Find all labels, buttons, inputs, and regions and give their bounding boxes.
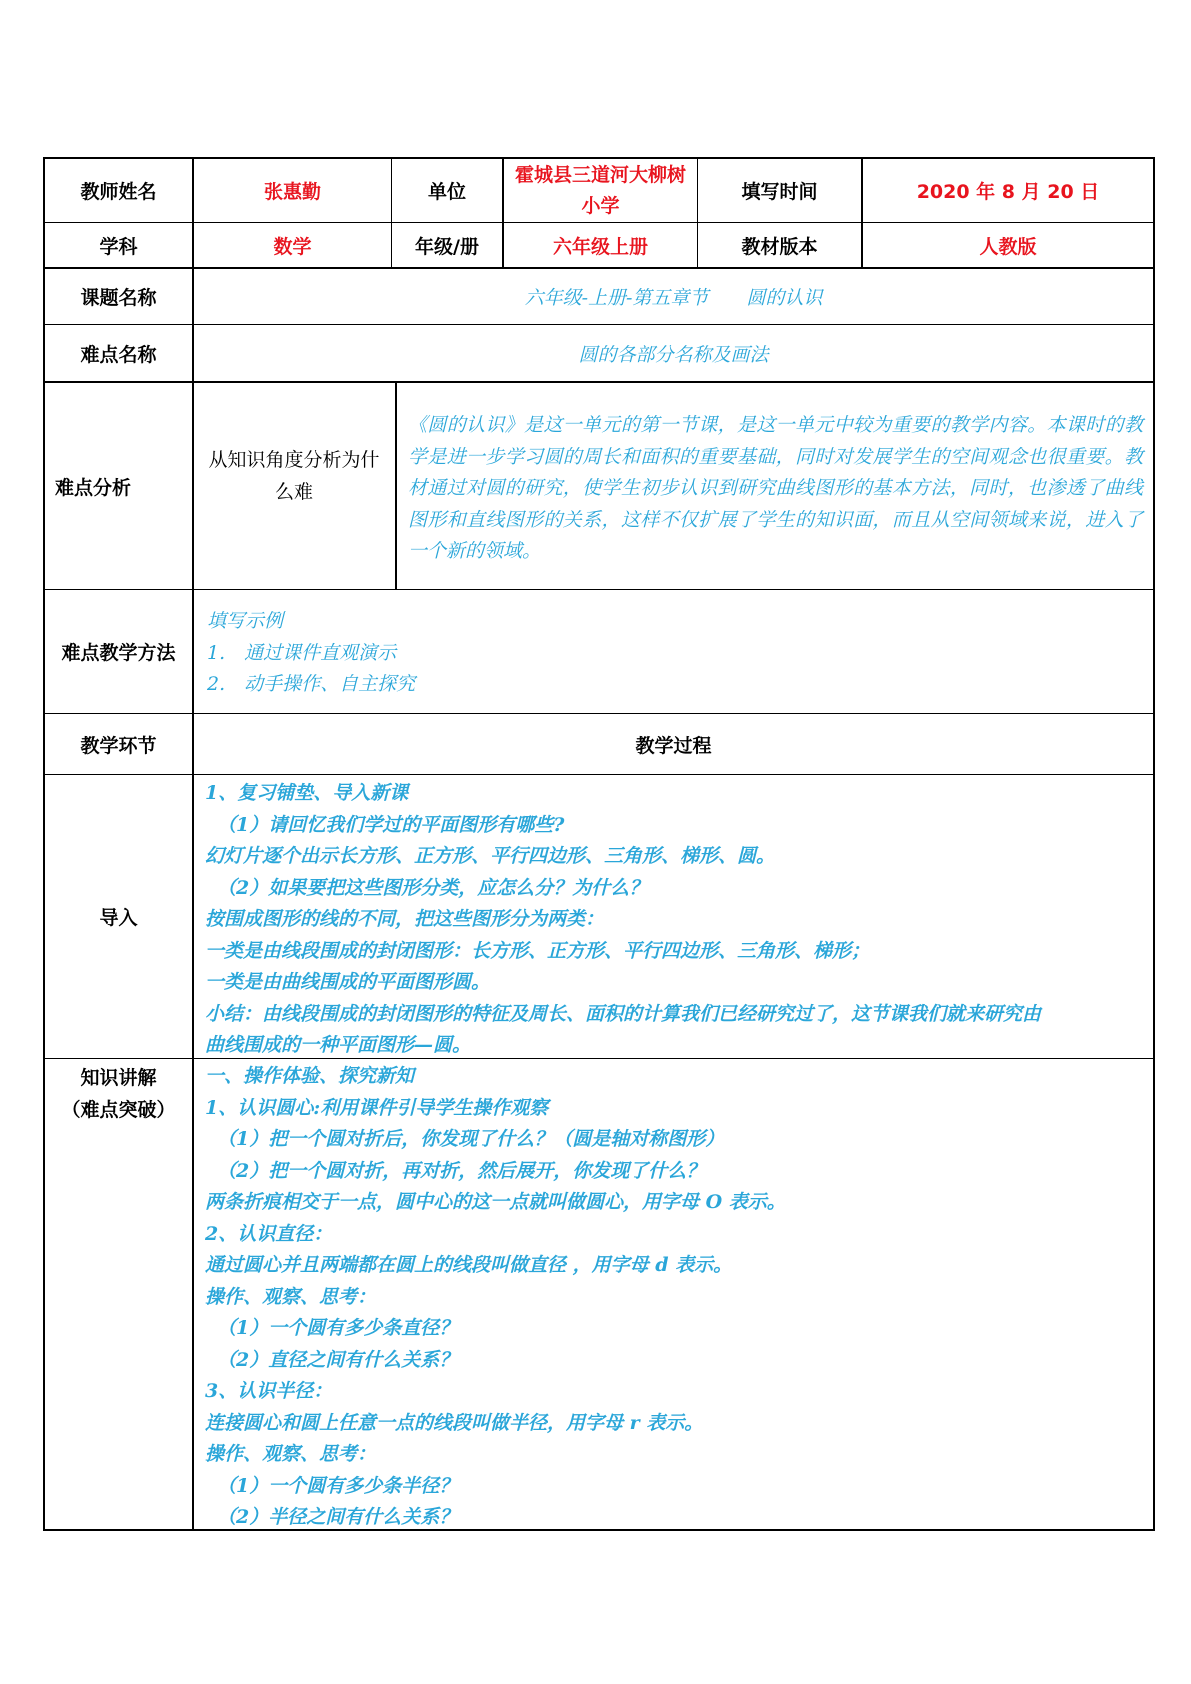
method-item: 2. 动手操作、自主探究 [207, 673, 416, 695]
knowledge-line: 3、认识半径： [205, 1380, 333, 1402]
knowledge-line: 操作、观察、思考： [205, 1285, 377, 1308]
knowledge-line: 2、认识直径： [205, 1222, 333, 1245]
difficulty-label: 难点名称 [80, 343, 157, 366]
method-item: 1. 通过课件直观演示 [207, 641, 397, 664]
grade-label: 年级/册 [415, 235, 479, 258]
intro-line: （1）请回忆我们学过的平面图形有哪些? [217, 813, 565, 836]
stage-header: 教学环节 [80, 734, 157, 757]
analysis-label: 难点分析 [55, 476, 132, 499]
difficulty-value: 圆的各部分名称及画法 [578, 343, 769, 366]
knowledge-line: （1）把一个圆对折后，你发现了什么？（圆是轴对称图形） [217, 1128, 725, 1150]
knowledge-line: 操作、观察、思考： [205, 1443, 377, 1465]
intro-line: 一类是由线段围成的封闭图形：长方形、正方形、平行四边形、三角形、梯形； [205, 939, 871, 962]
edition-value: 人教版 [979, 235, 1037, 258]
subject-label: 学科 [99, 235, 138, 258]
intro-line: 小结：由线段围成的封闭图形的特征及周长、面积的计算我们已经研究过了，这节课我们就来研究由 [205, 1002, 1042, 1025]
knowledge-line: （2）把一个圆对折，再对折，然后展开，你发现了什么？ [217, 1159, 706, 1182]
intro-line: 1、复习铺垫、导入新课 [205, 782, 409, 804]
edition-label: 教材版本 [741, 235, 818, 258]
method-block [207, 606, 415, 701]
teacher-label: 教师姓名 [80, 181, 157, 203]
topic-label: 课题名称 [80, 287, 157, 309]
knowledge-label-line: 知识讲解 [80, 1067, 157, 1089]
unit-label: 单位 [427, 181, 466, 203]
analysis-text: 《圆的认识》是这一单元的第一节课，是这一单元中较为重要的教学内容。本课时的教学是进一步学习圆的周长和面积的重要基础，同时对发展学生的空间观念也很重要。教材通过对圆的研究，使学生初步认识到研究曲线图形的基本方法，同时，也渗透了曲线图形和直线图形的关系，这样不仅扩展了学生的知识面，而且从空间领域来说，进入了一个新的领域。 [408, 414, 1143, 562]
teacher-name: 张惠勤 [263, 181, 321, 203]
intro-content [205, 778, 1171, 1062]
intro-line: 曲线围成的一种平面图形—圆。 [205, 1034, 472, 1056]
knowledge-line: 两条折痕相交于一点，圆中心的这一点就叫做圆心，用字母 O 表示。 [205, 1191, 786, 1213]
intro-line: 一类是由曲线围成的平面图形圆。 [205, 971, 491, 993]
method-heading: 填写示例 [207, 610, 284, 632]
date-label: 填写时间 [741, 181, 818, 203]
intro-line: 幻灯片逐个出示长方形、正方形、平行四边形、三角形、梯形、圆。 [205, 845, 776, 867]
knowledge-line: （1）一个圆有多少条半径？ [217, 1474, 459, 1497]
knowledge-content [205, 1061, 1171, 1534]
topic-value: 六年级-上册-第五章节 圆的认识 [524, 287, 823, 309]
unit-value: 霍城县三道河大柳树小学 [514, 163, 686, 217]
knowledge-line: 通过圆心并且两端都在圆上的线段叫做直径 ，用字母 d 表示。 [205, 1254, 733, 1276]
method-label: 难点教学方法 [61, 642, 176, 664]
intro-line: （2）如果要把这些图形分类，应怎么分？为什么？ [217, 876, 649, 899]
intro-line: 按围成图形的线的不同，把这些图形分为两类： [205, 908, 605, 930]
knowledge-line: （1）一个圆有多少条直径？ [217, 1317, 459, 1339]
knowledge-label [45, 1062, 192, 1126]
knowledge-line: 连接圆心和圆上任意一点的线段叫做半径，用字母 r 表示。 [205, 1411, 704, 1434]
subject-value: 数学 [273, 235, 312, 258]
knowledge-line: （2）直径之间有什么关系？ [217, 1348, 459, 1371]
intro-label: 导入 [99, 907, 138, 929]
knowledge-label-line: （难点突破） [61, 1099, 176, 1121]
knowledge-line: 一、操作体验、探究新知 [205, 1065, 415, 1087]
knowledge-line: （2）半径之间有什么关系？ [217, 1506, 459, 1528]
date-value: 2020 年 8 月 20 日 [916, 181, 1100, 203]
process-header: 教学过程 [635, 734, 712, 757]
grade-value: 六年级上册 [552, 235, 648, 258]
knowledge-line: 1、认识圆心:利用课件引导学生操作观察 [205, 1096, 549, 1119]
analysis-sub-label: 从知识角度分析为什么难 [208, 449, 380, 503]
